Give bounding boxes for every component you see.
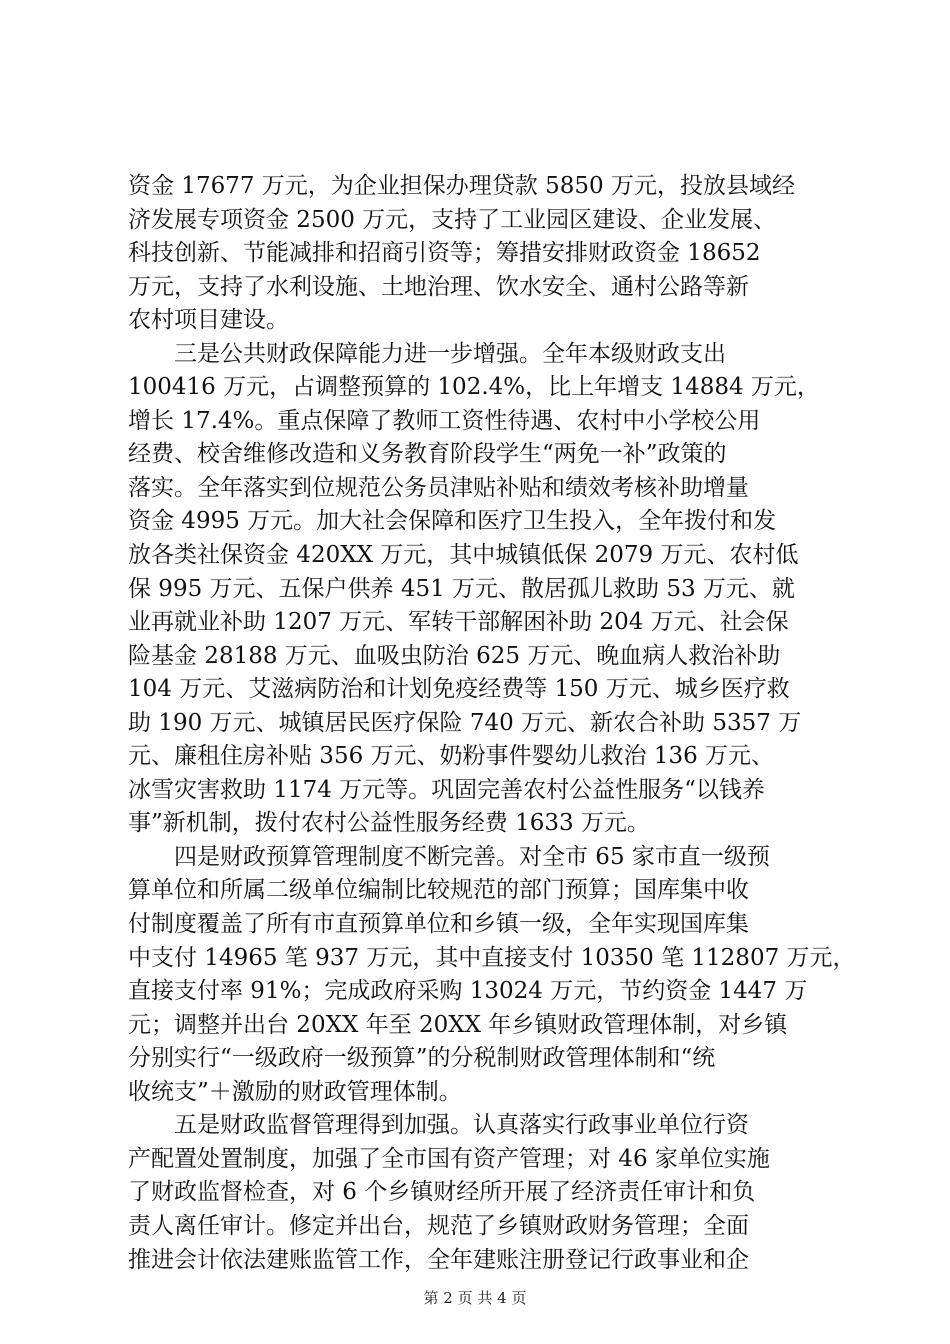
text-line: 助 190 万元、城镇居民医疗保险 740 万元、新农合补助 5357 万 bbox=[128, 709, 802, 736]
text-line: 中支付 14965 笔 937 万元，其中直接支付 10350 笔 112807 万元， bbox=[128, 944, 856, 971]
paragraph-start-line: 四是财政预算管理制度不断完善。对全市 65 家市直一级预 bbox=[174, 843, 770, 870]
text-line: 业再就业补助 1207 万元、军转干部解困补助 204 万元、社会保 bbox=[128, 609, 789, 636]
paragraph-start-line: 三是公共财政保障能力进一步增强。全年本级财政支出 bbox=[174, 340, 726, 367]
text-line: 分别实行“一级政府一级预算”的分税制财政管理体制和“统 bbox=[128, 1045, 716, 1072]
text-line: 经费、校舍维修改造和义务教育阶段学生“两免一补”政策的 bbox=[128, 441, 727, 468]
text-line: 增长 17.4%。重点保障了教师工资性待遇、农村中小学校公用 bbox=[128, 407, 761, 434]
text-line: 科技创新、节能减排和招商引资等；筹措安排财政资金 18652 bbox=[128, 240, 761, 267]
text-line: 算单位和所属二级单位编制比较规范的部门预算；国库集中收 bbox=[128, 877, 749, 904]
text-line: 落实。全年落实到位规范公务员津贴补贴和绩效考核补助增量 bbox=[128, 474, 749, 501]
text-line: 推进会计依法建账监管工作，全年建账注册登记行政事业和企 bbox=[128, 1246, 749, 1273]
text-line: 产配置处置制度，加强了全市国有资产管理；对 46 家单位实施 bbox=[128, 1145, 770, 1172]
text-line: 104 万元、艾滋病防治和计划免疫经费等 150 万元、城乡医疗救 bbox=[128, 676, 790, 703]
text-line: 收统支”＋激励的财政管理体制。 bbox=[128, 1078, 462, 1105]
text-line: 责人离任审计。修定并出台，规范了乡镇财政财务管理；全面 bbox=[128, 1212, 749, 1239]
text-line: 济发展专项资金 2500 万元，支持了工业园区建设、企业发展、 bbox=[128, 206, 777, 233]
text-line: 险基金 28188 万元、血吸虫防治 625 万元、晚血病人救治补助 bbox=[128, 642, 781, 669]
text-line: 付制度覆盖了所有市直预算单位和乡镇一级，全年实现国库集 bbox=[128, 911, 749, 938]
text-line: 放各类社保资金 420XX 万元，其中城镇低保 2079 万元、农村低 bbox=[128, 542, 799, 569]
text-line: 事”新机制，拨付农村公益性服务经费 1633 万元。 bbox=[128, 810, 650, 837]
text-line: 资金 17677 万元，为企业担保办理贷款 5850 万元，投放县域经 bbox=[128, 173, 795, 199]
text-line: 农村项目建设。 bbox=[128, 307, 289, 334]
text-line: 万元，支持了水利设施、土地治理、饮水安全、通村公路等新 bbox=[128, 273, 749, 300]
text-line: 了财政监督检查，对 6 个乡镇财经所开展了经济责任审计和负 bbox=[128, 1179, 756, 1206]
text-line: 资金 4995 万元。加大社会保障和医疗卫生投入，全年拨付和发 bbox=[128, 508, 777, 535]
text-line: 冰雪灾害救助 1174 万元等。巩固完善农村公益性服务“以钱养 bbox=[128, 776, 765, 803]
text-line: 直接支付率 91%；完成政府采购 13024 万元，节约资金 1447 万 bbox=[128, 978, 808, 1005]
text-line: 元、廉租住房补贴 356 万元、奶粉事件婴幼儿救治 136 万元、 bbox=[128, 743, 775, 770]
text-line: 元；调整并出台 20XX 年至 20XX 年乡镇财政管理体制，对乡镇 bbox=[128, 1011, 788, 1038]
page-footer: 第 2 页 共 4 页 bbox=[423, 1289, 527, 1307]
body-text bbox=[128, 170, 856, 1277]
text-line: 保 995 万元、五保户供养 451 万元、散居孤儿救助 53 万元、就 bbox=[128, 575, 795, 602]
paragraph-start-line: 五是财政监督管理得到加强。认真落实行政事业单位行资 bbox=[174, 1112, 749, 1139]
text-line: 100416 万元，占调整预算的 102.4%，比上年增支 14884 万元， bbox=[128, 374, 820, 401]
